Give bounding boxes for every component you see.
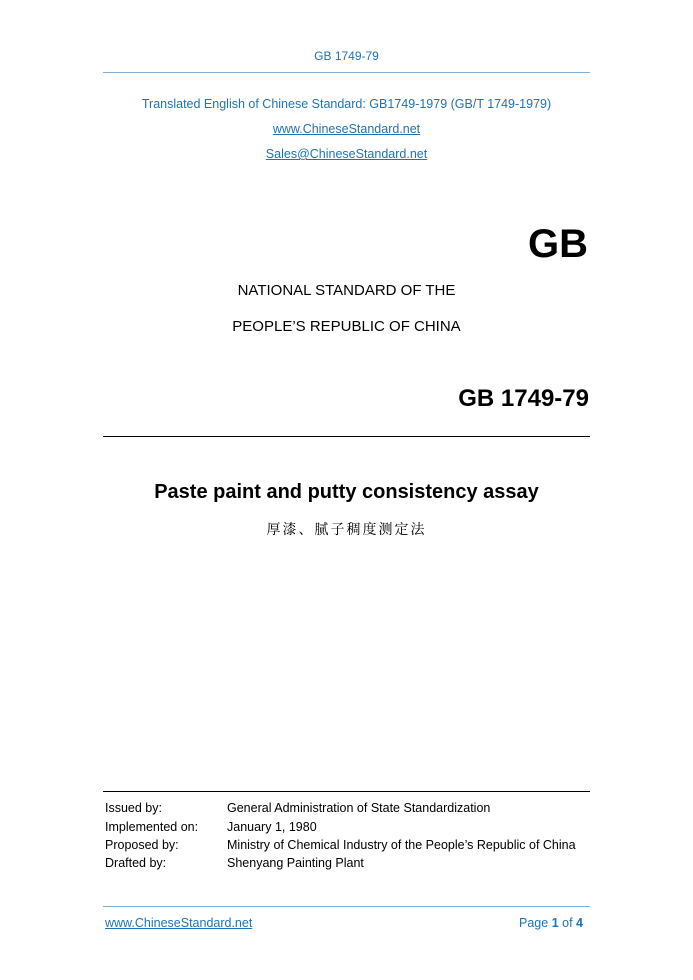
website-link[interactable]: www.ChineseStandard.net: [272, 122, 421, 136]
meta-label: Proposed by:: [105, 838, 179, 852]
meta-label: Implemented on:: [105, 820, 199, 834]
page-total: 4: [576, 916, 583, 930]
page-current: 1: [551, 916, 559, 930]
translated-notice: Translated English of Chinese Standard: GB1749-1979 (GB/T 1749-1979): [141, 97, 552, 111]
page-indicator: [519, 916, 583, 930]
meta-value: General Administration of State Standardization: [227, 801, 491, 815]
header-rule: [103, 72, 590, 73]
national-line-2: PEOPLE’S REPUBLIC OF CHINA: [232, 318, 461, 335]
national-line-1: NATIONAL STANDARD OF THE: [237, 282, 456, 299]
standard-number: GB 1749-79: [458, 385, 589, 412]
meta-label: Drafted by:: [105, 856, 167, 870]
title-rule: [103, 436, 590, 437]
header-doc-code: GB 1749-79: [314, 49, 379, 63]
metadata-rule: [103, 791, 590, 792]
footer-website-link[interactable]: www.ChineseStandard.net: [105, 916, 253, 930]
gb-mark: GB: [528, 222, 588, 266]
meta-value: Shenyang Painting Plant: [227, 856, 364, 870]
meta-value: January 1, 1980: [227, 820, 317, 834]
page-of: of: [562, 916, 573, 930]
footer-rule: [103, 906, 590, 907]
document-title: Paste paint and putty consistency assay: [154, 481, 539, 503]
meta-value: Ministry of Chemical Industry of the People’s Republic of China: [227, 838, 576, 852]
email-link[interactable]: Sales@ChineseStandard.net: [265, 147, 428, 161]
document-title-chinese: 厚漆、腻子稠度测定法: [266, 522, 427, 538]
meta-label: Issued by:: [105, 801, 162, 815]
page-prefix: Page: [519, 916, 549, 930]
